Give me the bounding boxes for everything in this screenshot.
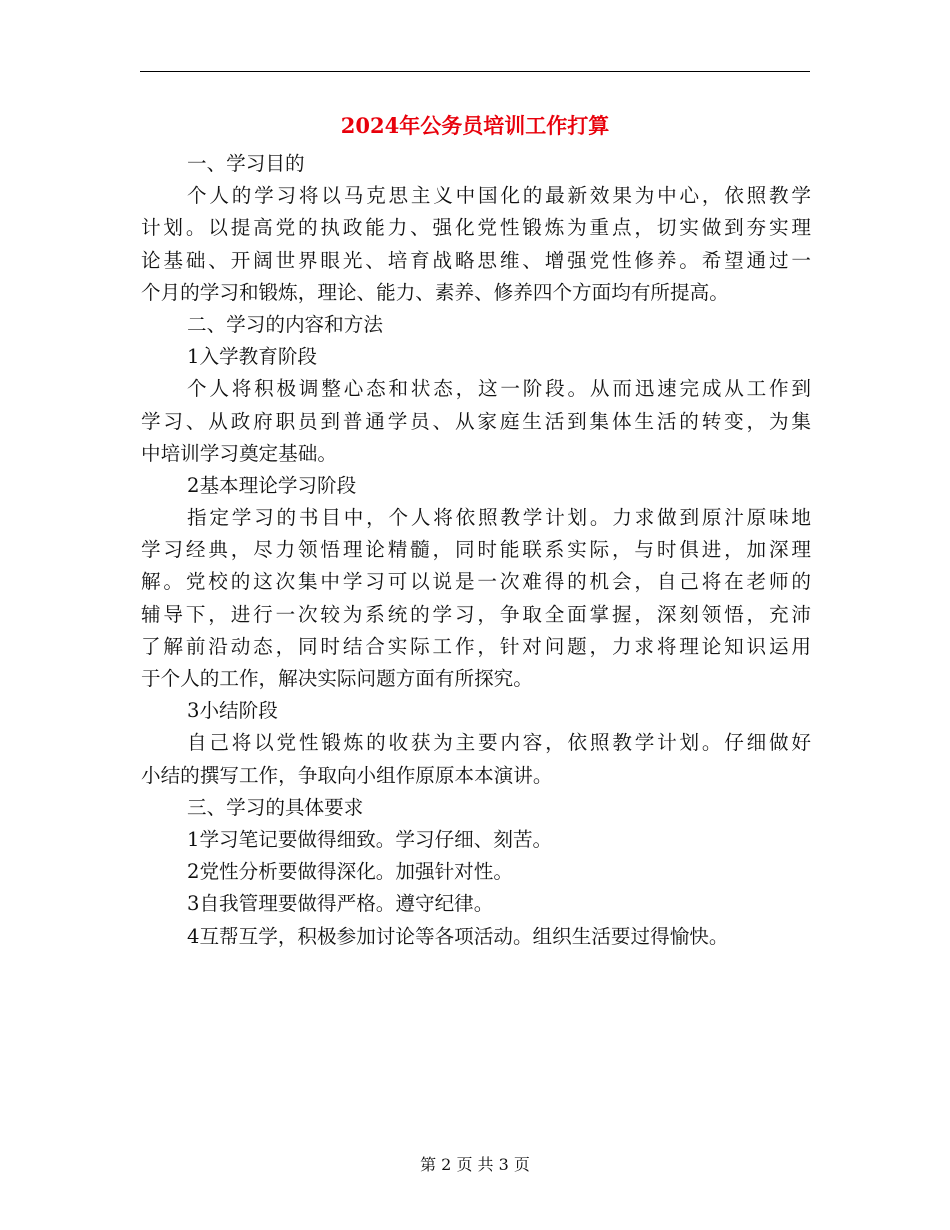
body-line: 个人的学习将以马克思主义中国化的最新效果为中心，依照教学 [187, 184, 811, 208]
body-line: 一、学习目的 [187, 152, 305, 175]
body-line: 指定学习的书目中，个人将依照教学计划。力求做到原汁原味地 [187, 506, 811, 530]
page-footer: 第 2 页 共 3 页 [420, 1155, 530, 1174]
body-line: 3自我管理要做得严格。遵守纪律。 [187, 892, 494, 916]
body-line: 1入学教育阶段 [187, 345, 318, 369]
body-line: 4互帮互学，积极参加讨论等各项活动。组织生活要过得愉快。 [187, 924, 729, 948]
body-line: 自己将以党性锻炼的收获为主要内容，依照教学计划。仔细做好 [187, 731, 811, 755]
body-line: 2基本理论学习阶段 [187, 473, 357, 497]
body-line: 论基础、开阔世界眼光、培育战略思维、增强党性修养。希望通过一 [141, 248, 811, 272]
body-line: 个月的学习和锻炼，理论、能力、素养、修养四个方面均有所提高。 [141, 280, 729, 304]
body-line: 2党性分析要做得深化。加强针对性。 [187, 860, 513, 884]
body-line: 解。党校的这次集中学习可以说是一次难得的机会，自己将在老师的 [141, 570, 811, 594]
body-line: 于个人的工作，解决实际问题方面有所探究。 [141, 667, 533, 690]
body-line: 中培训学习奠定基础。 [141, 441, 337, 465]
document-title: 2024年公务员培训工作打算 [340, 113, 610, 138]
body-line: 小结的撰写工作，争取向小组作原原本本演讲。 [141, 763, 553, 787]
body-line: 1学习笔记要做得细致。学习仔细、刻苦。 [187, 827, 553, 851]
body-line: 了解前沿动态，同时结合实际工作，针对问题，力求将理论知识运用 [141, 634, 811, 658]
body-line: 学习、从政府职员到普通学员、从家庭生活到集体生活的转变，为集 [141, 409, 811, 433]
body-line: 计划。以提高党的执政能力、强化党性锻炼为重点，切实做到夯实理 [141, 216, 811, 240]
document-body [141, 148, 811, 953]
body-line: 三、学习的具体要求 [187, 795, 364, 819]
body-line: 辅导下，进行一次较为系统的学习，争取全面掌握，深刻领悟，充沛 [141, 602, 811, 626]
body-line: 二、学习的内容和方法 [187, 312, 383, 336]
header-rule [140, 71, 810, 72]
body-line: 学习经典，尽力领悟理论精髓，同时能联系实际，与时俱进，加深理 [141, 538, 811, 562]
body-line: 个人将积极调整心态和状态，这一阶段。从而迅速完成从工作到 [187, 377, 811, 401]
body-line: 3小结阶段 [187, 699, 278, 723]
